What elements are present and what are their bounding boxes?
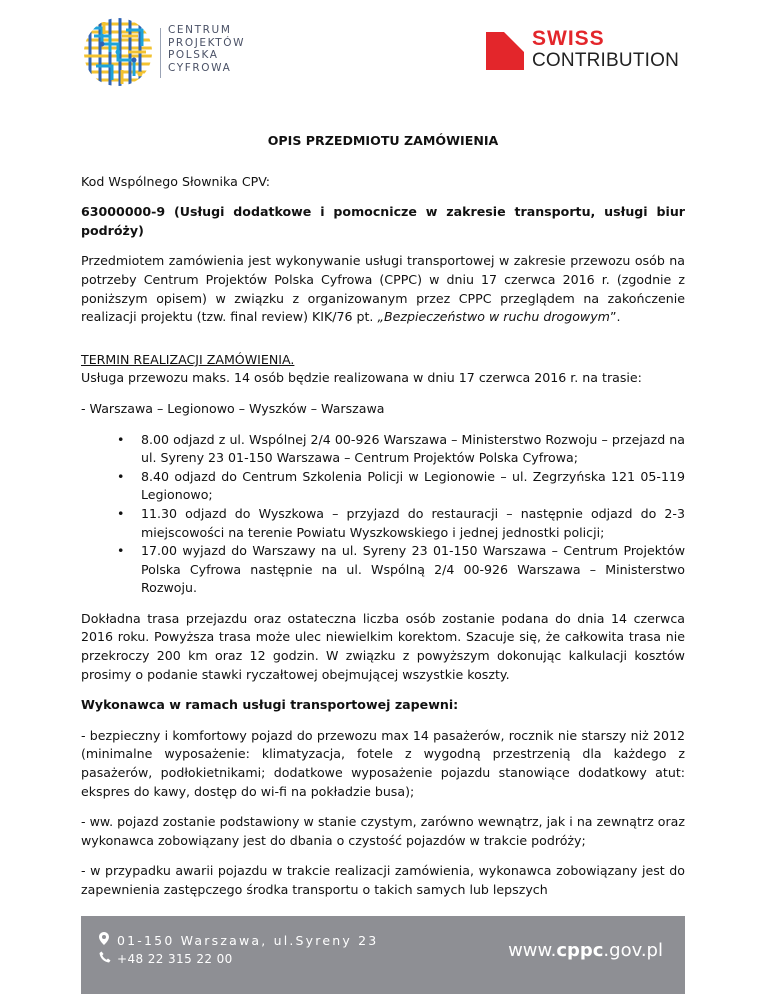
list-item — [117, 505, 685, 542]
footer-website[interactable] — [508, 940, 663, 961]
footer-web-suffix: .gov.pl — [603, 940, 663, 961]
termin-section — [81, 351, 685, 388]
cppc-logo-divider — [160, 28, 161, 78]
bullet-icon: • — [117, 543, 125, 559]
footer-address — [99, 932, 378, 950]
bullet-icon: • — [117, 505, 125, 521]
swiss-flag-icon — [486, 32, 524, 70]
footer-phone-text: +48 22 315 22 00 — [117, 952, 233, 966]
cpv-label: Kod Wspólnego Słownika CPV: — [81, 173, 271, 189]
list-item-text: 17.00 wyjazd do Warszawy na ul. Syreny 23 01-150 Warszawa – Centrum Projektów Polska Cyfrowa następnie na ul. Wspólną 2/4 00-926 Warszawa – Ministerstwo Rozwoju. — [141, 543, 685, 596]
list-item-text: 8.00 odjazd z ul. Wspólnej 2/4 00-926 Warszawa – Ministerstwo Rozwoju – przejazd na ul. Syreny 23 01-150 Warszawa – Centrum Projektów Polska Cyfrowa; — [141, 431, 685, 466]
list-item — [117, 468, 685, 505]
details-paragraph: Dokładna trasa przejazdu oraz ostateczna liczba osób zostanie podana do dnia 14 czerwca 2016 roku. Powyższa trasa może ulec niewielkim korektom. Szacuje się, że całkowita trasa nie przekroczy 200 km oraz 12 godzin. W związku z powyższym dokonując kalkulacji kosztów prosimy o podanie stawki ryczałtowej obejmującej wszystkie koszty. — [81, 610, 685, 682]
cppc-logo — [82, 16, 262, 86]
termin-text: Usługa przewozu maks. 14 osób będzie realizowana w dniu 17 czerwca 2016 r. na trasie: — [81, 370, 642, 386]
cppc-logo-text — [168, 24, 245, 74]
bullet-icon: • — [117, 431, 125, 447]
provider-item: - w przypadku awarii pojazdu w trakcie realizacji zamówienia, wykonawca zobowiązany jest do zapewnienia zastępczego środka transportu o takich samych lub lepszych — [81, 863, 685, 897]
route-line: - Warszawa – Legionowo – Wyszków – Warszawa — [81, 400, 385, 416]
swiss-logo-sub: CONTRIBUTION — [532, 50, 680, 71]
cppc-logo-line: PROJEKTÓW — [168, 36, 246, 49]
list-item — [117, 542, 685, 598]
footer-phone — [99, 950, 233, 968]
bullet-icon: • — [117, 468, 125, 484]
intro-text: Przedmiotem zamówienia jest wykonywanie usługi transportowej w zakresie przewozu osób na potrzeby Centrum Projektów Polska Cyfrowa (CPPC) w dniu 17 czerwca 2016 r. (zgodnie z poniższym opisem) w związku z organizowanym przez CPPC przeglądem na zakończenie realizacji projektu (tzw. final review) KIK/76 pt. — [81, 253, 685, 325]
phone-icon — [99, 950, 113, 968]
intro-paragraph — [81, 252, 685, 326]
footer-web-domain: cppc — [556, 940, 604, 961]
document-body — [81, 132, 685, 900]
list-item — [117, 431, 685, 468]
provider-item: - bezpieczny i komfortowy pojazd do przewozu max 14 pasażerów, rocznik nie starszy niż 2012 (minimalne wyposażenie: klimatyzacja, fotele z wygodną przestrzenią dla każdego z pasażerów, podłokietnikami; dodatkowe wyposażenie pojazdu stanowiące dodatkowy atut: ekspres do kawy, dostęp do wi-fi na pokładzie busa); — [81, 727, 685, 799]
document-title: OPIS PRZEDMIOTU ZAMÓWIENIA — [267, 133, 499, 148]
swiss-logo-name: SWISS — [532, 27, 605, 50]
intro-end: ”. — [609, 309, 621, 325]
cpv-code: 63000000-9 (Usługi dodatkowe i pomocnicze w zakresie transportu, usługi biur podróży) — [81, 204, 685, 238]
schedule-list — [81, 431, 685, 598]
page-header — [0, 0, 768, 110]
list-item-text: 8.40 odjazd do Centrum Szkolenia Policji w Legionowie – ul. Zegrzyńska 121 05-119 Legionowo; — [141, 468, 685, 503]
provider-heading: Wykonawca w ramach usługi transportowej zapewni: — [81, 697, 459, 713]
cppc-logo-mark — [82, 16, 154, 88]
provider-item: - ww. pojazd zostanie podstawiony w stanie czystym, zarówno wewnątrz, jak i na zewnątrz oraz wykonawca zobowiązany jest do dbania o czystość pojazdów w trakcie podróży; — [81, 814, 685, 848]
swiss-contribution-logo — [486, 28, 686, 76]
location-pin-icon — [99, 932, 113, 950]
cppc-logo-line: CENTRUM — [168, 24, 232, 36]
footer-web-prefix: www. — [508, 940, 557, 961]
page-footer — [81, 916, 685, 994]
cppc-logo-line: POLSKA — [168, 49, 219, 61]
intro-project-title: „Bezpieczeństwo w ruchu drogowym — [377, 309, 610, 325]
termin-heading: TERMIN REALIZACJI ZAMÓWIENIA. — [81, 351, 295, 367]
list-item-text: 11.30 odjazd do Wyszkowa – przyjazd do restauracji – następnie odjazd do 2-3 miejscowości na terenie Powiatu Wyszkowskiego i jednej jednostki policji; — [141, 505, 685, 540]
footer-address-text: 01-150 Warszawa, ul.Syreny 23 — [117, 933, 379, 948]
cppc-logo-line: CYFROWA — [168, 61, 232, 74]
